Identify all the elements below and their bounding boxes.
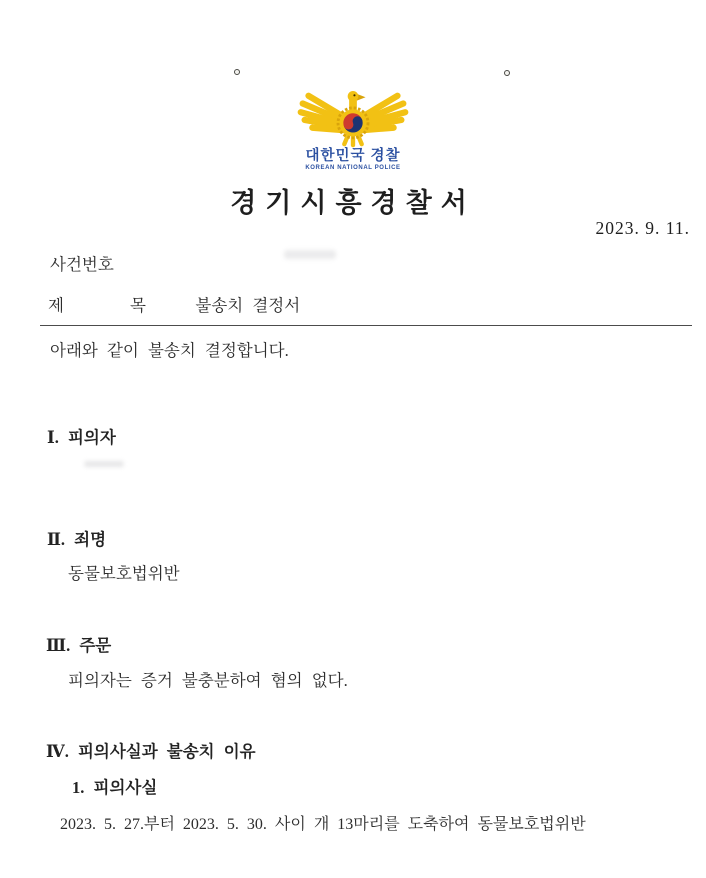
section-3-order-body: 피의자는 증거 불충분하여 혐의 없다. xyxy=(68,671,348,690)
section-2-charge-body: 동물보호법위반 xyxy=(68,564,180,583)
section-2-charge-heading: Ⅱ. 죄명 xyxy=(47,530,107,549)
intro-statement: 아래와 같이 불송치 결정합니다. xyxy=(50,341,289,360)
police-emblem xyxy=(0,90,706,171)
section-1-suspect-heading: Ⅰ. 피의자 xyxy=(47,428,116,447)
document-date: 2023. 9. 11. xyxy=(595,218,690,238)
police-eagle-icon xyxy=(294,90,412,148)
binding-mark-left xyxy=(234,69,240,75)
org-name-korean: 대한민국 경찰 xyxy=(305,148,401,164)
section-4-facts-body: 2023. 5. 27.부터 2023. 5. 30. 사이 개 13마리를 도축하여 동물보호법위반 xyxy=(60,816,586,833)
header-divider xyxy=(40,325,692,326)
section-3-order-heading: Ⅲ. 주문 xyxy=(46,636,112,655)
page-title: 경기시흥경찰서 xyxy=(230,188,476,218)
redacted-suspect-name xyxy=(84,461,124,467)
section-4-facts-subheading: 1. 피의사실 xyxy=(72,778,158,797)
section-4-reasons-heading: Ⅳ. 피의사실과 불송치 이유 xyxy=(46,742,256,761)
redacted-case-number xyxy=(284,250,336,259)
subject-line: 제 목 불송치 결정서 xyxy=(48,296,301,315)
binding-mark-right xyxy=(504,70,510,76)
case-number-label: 사건번호 xyxy=(50,255,114,274)
org-name-english: KOREAN NATIONAL POLICE xyxy=(305,165,401,172)
